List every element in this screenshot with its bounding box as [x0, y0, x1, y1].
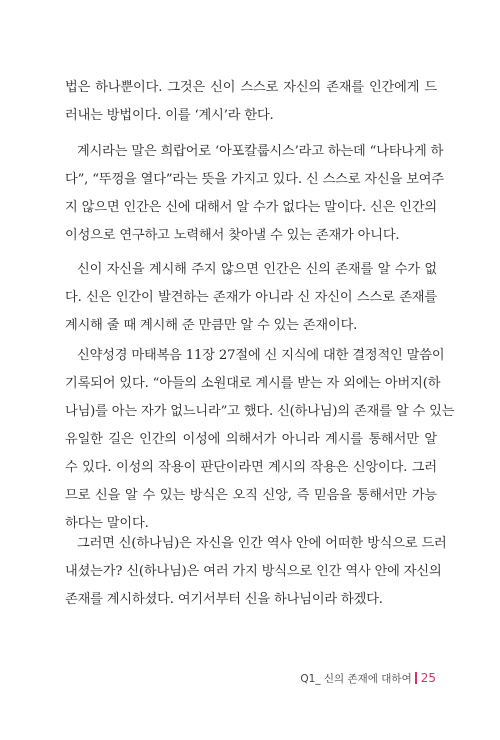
text-line: 그러면 신(하나님)은 자신을 인간 역사 안에 어떠한 방식으로 드러 [77, 536, 447, 551]
paragraph-2 [65, 138, 444, 250]
paragraph-4 [65, 342, 455, 538]
text-line: 지 않으면 인간은 신에 대해서 알 수가 없다는 말이다. 신은 인간의 [65, 200, 437, 215]
text-line: 하다는 말이다. [65, 516, 149, 531]
paragraph-3 [65, 256, 437, 340]
text-line: 신이 자신을 계시해 주지 않으면 인간은 신의 존재를 알 수가 없 [77, 262, 437, 277]
running-section-title: Q1_ 신의 존재에 대하여 [300, 673, 412, 685]
text-line: 계시해 줄 때 계시해 준 만큼만 알 수 있는 존재이다. [65, 318, 358, 333]
footer-divider [415, 672, 417, 684]
text-line: 신약성경 마태복음 11장 27절에 신 지식에 대한 결정적인 말씀이 [77, 348, 445, 363]
text-line: 다. 신은 인간이 발견하는 존재가 아니라 신 자신이 스스로 존재를 [65, 290, 437, 305]
text-line: 유일한 길은 인간의 이성에 의해서가 아니라 계시를 통해서만 알 [65, 432, 437, 447]
text-line: 내셨는가? 신(하나님)은 여러 가지 방식으로 인간 역사 안에 자신의 [65, 564, 442, 579]
text-line: 러내는 방법이다. 이를 ‘계시’라 한다. [65, 108, 274, 123]
paragraph-1 [65, 74, 437, 130]
page-number: 25 [420, 671, 436, 685]
text-line: 기록되어 있다. “아들의 소원대로 계시를 받는 자 외에는 아버지(하 [65, 376, 441, 391]
text-line: 수 있다. 이성의 작용이 판단이라면 계시의 작용은 신앙이다. 그러 [65, 460, 437, 475]
page-footer [300, 669, 436, 687]
text-line: 이성으로 연구하고 노력해서 찾아낼 수 있는 존재가 아니다. [65, 228, 400, 243]
text-line: 다”, “뚜껑을 열다”라는 뜻을 가지고 있다. 신 스스로 자신을 보여주 [65, 172, 444, 187]
text-line: 나님)를 아는 자가 없느니라”고 했다. 신(하나님)의 존재를 알 수 있는 [65, 404, 455, 419]
paragraph-5 [65, 530, 447, 614]
text-line: 법은 하나뿐이다. 그것은 신이 스스로 자신의 존재를 인간에게 드 [65, 80, 437, 95]
text-line: 존재를 계시하셨다. 여기서부터 신을 하나님이라 하겠다. [65, 592, 383, 607]
text-line: 므로 신을 알 수 있는 방식은 오직 신앙, 즉 믿음을 통해서만 가능 [65, 488, 437, 503]
text-line: 계시라는 말은 희랍어로 ‘아포칼룹시스’라고 하는데 “나타나게 하 [77, 144, 444, 159]
